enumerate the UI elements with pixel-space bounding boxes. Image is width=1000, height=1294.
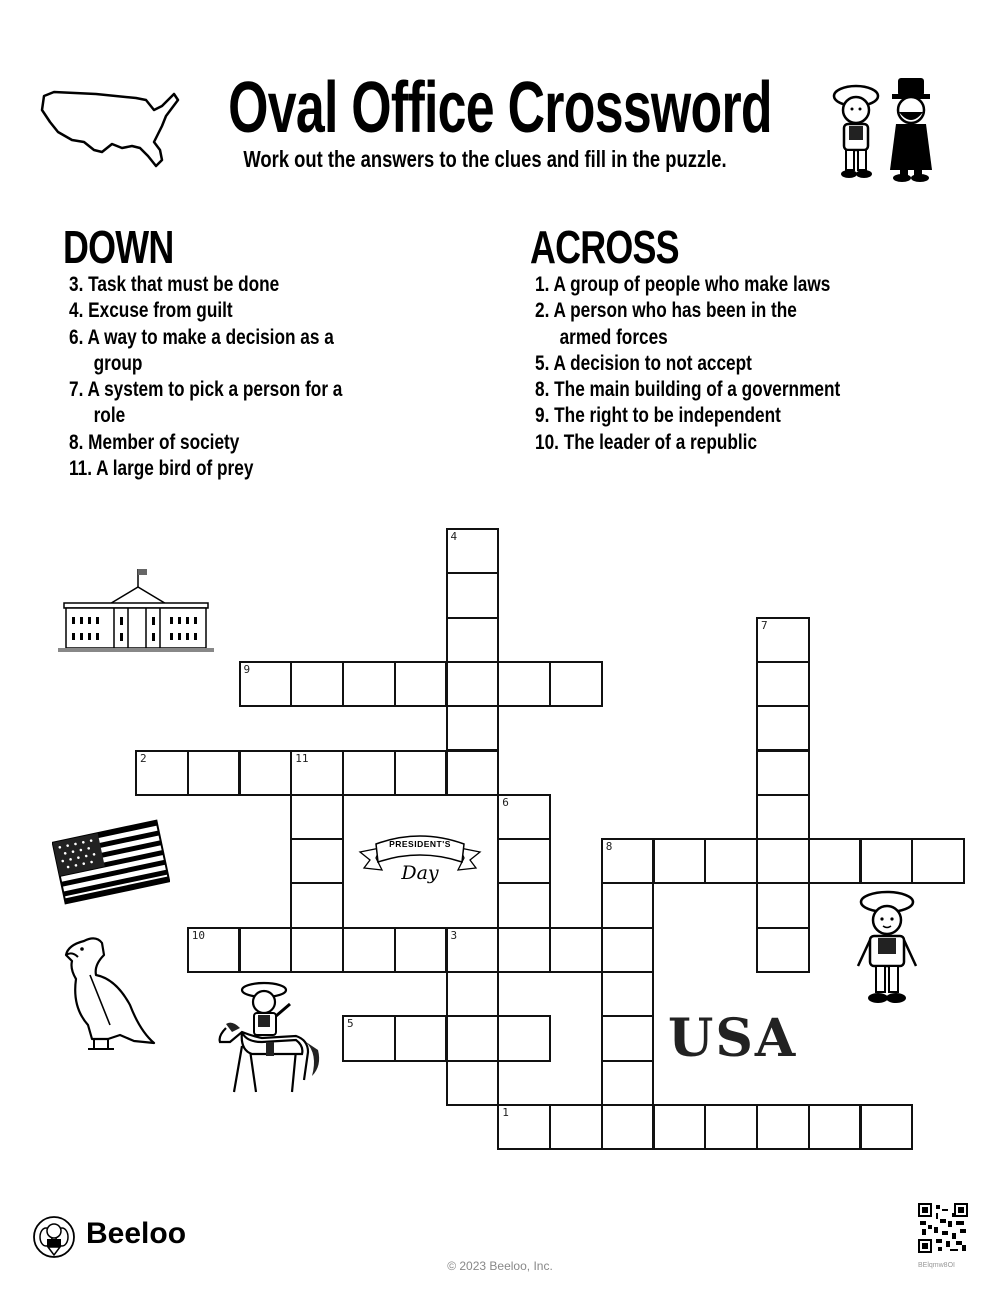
crossword-cell[interactable] xyxy=(756,882,810,928)
crossword-cell[interactable] xyxy=(135,750,189,796)
crossword-cell[interactable] xyxy=(446,1015,500,1061)
down-clue-7: 7. A system to pick a person for a role xyxy=(69,378,343,428)
crossword-cell[interactable] xyxy=(342,750,396,796)
qr-code-icon xyxy=(918,1203,968,1253)
across-clue-list xyxy=(535,272,907,456)
across-clue-8: 8. The main building of a government xyxy=(535,378,841,402)
clue-number: 1 xyxy=(502,1105,509,1119)
clue-number: 3 xyxy=(450,928,458,942)
american-flag-icon xyxy=(52,815,170,909)
copyright: © 2023 Beeloo, Inc. xyxy=(447,1259,553,1273)
usa-map-icon xyxy=(36,86,182,172)
down-clue-6: 6. A way to make a decision as a group xyxy=(69,325,334,375)
crossword-cell[interactable] xyxy=(860,838,914,884)
crossword-cell[interactable] xyxy=(446,927,500,973)
crossword-cell[interactable] xyxy=(653,838,707,884)
clue-number: 8 xyxy=(605,840,613,854)
crossword-cell[interactable] xyxy=(704,838,758,884)
crossword-cell[interactable] xyxy=(497,838,551,884)
crossword-cell[interactable] xyxy=(756,661,810,707)
down-clue-8: 8. Member of society xyxy=(69,430,240,454)
crossword-cell[interactable] xyxy=(446,661,500,707)
crossword-cell[interactable] xyxy=(549,927,603,973)
down-clue-4: 4. Excuse from guilt xyxy=(69,299,233,323)
crossword-cell[interactable] xyxy=(290,794,344,840)
crossword-cell[interactable] xyxy=(497,661,551,707)
usa-marquee-text: USA xyxy=(668,1008,798,1069)
presidents-characters-icon xyxy=(826,78,948,182)
bald-eagle-icon xyxy=(64,935,158,1055)
crossword-cell[interactable] xyxy=(756,927,810,973)
crossword-cell[interactable] xyxy=(756,705,810,751)
crossword-cell[interactable] xyxy=(808,838,862,884)
beeloo-brand: Beeloo xyxy=(86,1217,187,1250)
crossword-cell[interactable] xyxy=(290,661,344,707)
crossword-cell[interactable] xyxy=(239,661,293,707)
crossword-cell[interactable] xyxy=(446,705,500,751)
white-house-icon xyxy=(58,565,214,655)
crossword-cell[interactable] xyxy=(601,971,655,1017)
crossword-cell[interactable] xyxy=(290,927,344,973)
page-title: Oval Office Crossword xyxy=(228,68,772,148)
qr-code-id: BElqmw8OI xyxy=(918,1262,955,1269)
clue-number: 4 xyxy=(450,530,458,543)
washington-character-icon xyxy=(852,890,922,1008)
washington-on-horse-icon xyxy=(212,980,322,1102)
crossword-cell[interactable] xyxy=(497,1015,551,1061)
crossword-cell[interactable] xyxy=(446,750,500,796)
clue-number: 9 xyxy=(243,662,251,676)
crossword-cell[interactable] xyxy=(290,750,344,796)
page-subtitle: Work out the answers to the clues and fill in the puzzle. xyxy=(243,146,727,172)
crossword-cell[interactable] xyxy=(239,927,293,973)
clue-number: 7 xyxy=(761,618,768,632)
across-clue-9: 9. The right to be independent xyxy=(535,404,781,428)
clue-number: 5 xyxy=(347,1017,354,1031)
across-heading: ACROSS xyxy=(530,221,679,273)
crossword-cell[interactable] xyxy=(704,1104,758,1150)
crossword-cell[interactable] xyxy=(808,1104,862,1150)
down-clue-list xyxy=(69,272,402,482)
crossword-cell[interactable] xyxy=(446,572,500,618)
crossword-cell[interactable] xyxy=(601,927,655,973)
across-clue-2: 2. A person who has been in the armed forces xyxy=(535,299,797,349)
clue-number: 10 xyxy=(191,928,205,942)
presidents-day-top-text: PRESIDENT'S xyxy=(389,839,451,849)
clue-number: 2 xyxy=(140,751,147,765)
crossword-cell[interactable] xyxy=(497,882,551,928)
across-clue-10: 10. The leader of a republic xyxy=(535,430,758,454)
crossword-cell[interactable] xyxy=(549,1104,603,1150)
beeloo-logo-icon xyxy=(32,1215,76,1259)
crossword-cell[interactable] xyxy=(860,1104,914,1150)
across-clue-5: 5. A decision to not accept xyxy=(535,351,752,375)
crossword-cell[interactable] xyxy=(394,750,448,796)
crossword-cell[interactable] xyxy=(446,528,500,574)
crossword-cell[interactable] xyxy=(497,1104,551,1150)
crossword-cell[interactable] xyxy=(756,1104,810,1150)
presidents-day-bottom-text: Day xyxy=(401,862,439,884)
crossword-cell[interactable] xyxy=(290,838,344,884)
down-clue-11: 11. A large bird of prey xyxy=(69,457,254,481)
crossword-cell[interactable] xyxy=(187,750,241,796)
crossword-cell[interactable] xyxy=(497,794,551,840)
across-clue-1: 1. A group of people who make laws xyxy=(535,273,831,296)
crossword-cell[interactable] xyxy=(394,1015,448,1061)
clue-number: 11 xyxy=(295,751,309,765)
crossword-cell[interactable] xyxy=(601,1060,655,1106)
crossword-cell[interactable] xyxy=(446,1060,500,1106)
crossword-cell[interactable] xyxy=(756,838,810,884)
clue-number: 6 xyxy=(502,795,509,809)
crossword-cell[interactable] xyxy=(394,927,448,973)
crossword-cell[interactable] xyxy=(290,882,344,928)
presidents-day-banner xyxy=(358,828,482,892)
crossword-cell[interactable] xyxy=(446,971,500,1017)
crossword-cell[interactable] xyxy=(756,617,810,663)
crossword-cell[interactable] xyxy=(601,1015,655,1061)
crossword-cell[interactable] xyxy=(342,661,396,707)
crossword-cell[interactable] xyxy=(239,750,293,796)
crossword-cell[interactable] xyxy=(497,927,551,973)
crossword-cell[interactable] xyxy=(601,882,655,928)
crossword-cell[interactable] xyxy=(446,617,500,663)
crossword-cell[interactable] xyxy=(756,794,810,840)
crossword-cell[interactable] xyxy=(756,750,810,796)
crossword-cell[interactable] xyxy=(187,927,241,973)
crossword-cell[interactable] xyxy=(601,1104,655,1150)
crossword-cell[interactable] xyxy=(601,838,655,884)
down-clue-3: 3. Task that must be done xyxy=(69,273,280,296)
crossword-cell[interactable] xyxy=(342,927,396,973)
crossword-cell[interactable] xyxy=(911,838,965,884)
crossword-cell[interactable] xyxy=(342,1015,396,1061)
crossword-cell[interactable] xyxy=(394,661,448,707)
crossword-cell[interactable] xyxy=(549,661,603,707)
down-heading: DOWN xyxy=(63,221,174,273)
crossword-cell[interactable] xyxy=(653,1104,707,1150)
